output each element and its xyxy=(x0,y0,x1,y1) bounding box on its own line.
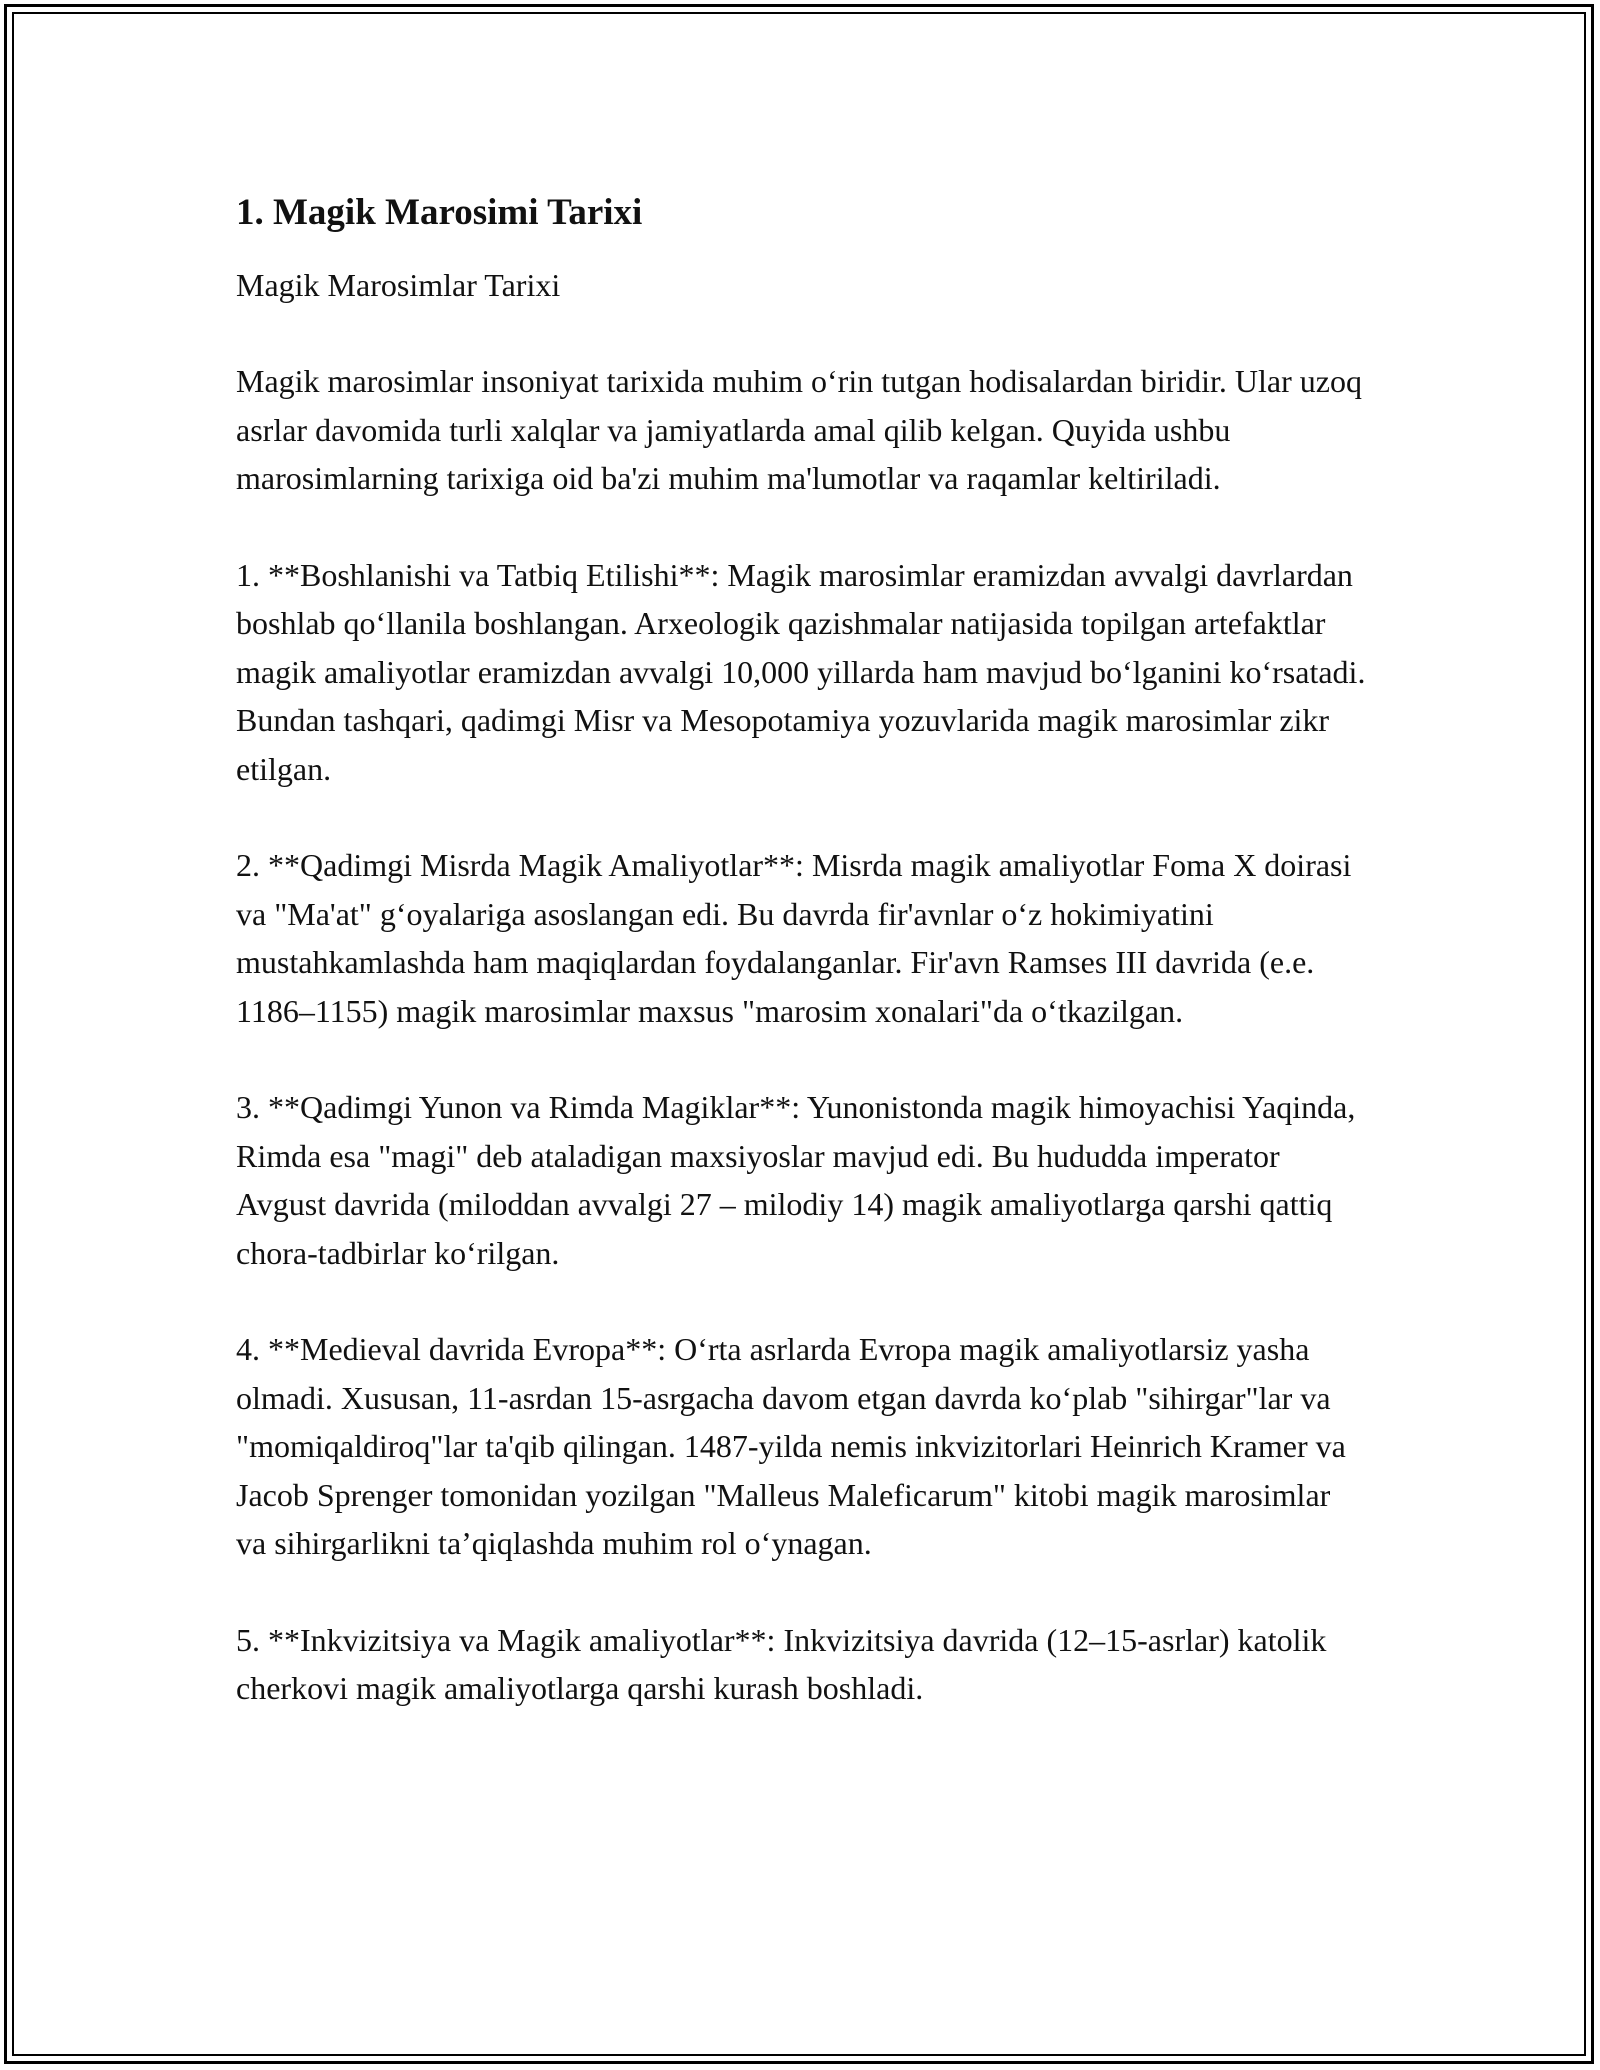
document-heading: 1. Magik Marosimi Tarixi xyxy=(236,192,643,233)
section-4-paragraph: 4. **Medieval davrida Evropa**: O‘rta asrlarda Evropa magik amaliyotlarsiz yasha olmadi. Xususan, 11-asrdan 15-asrgacha davom etgan davrda ko‘plab "sihirgar"lar va "momiqaldiroq"lar ta'qib qilingan. 1487-yilda nemis inkvizitorlari Heinrich Kramer va Jacob Sprenger tomonidan yozilgan "Malleus Maleficarum" kitobi magik marosimlar va sihirgarlikni ta’qiqlashda muhim rol o‘ynagan. xyxy=(236,1331,1346,1561)
document-subtitle: Magik Marosimlar Tarixi xyxy=(236,267,561,303)
section-5-paragraph: 5. **Inkvizitsiya va Magik amaliyotlar**: Inkvizitsiya davrida (12–15-asrlar) katolik cherkovi magik amaliyotlarga qarshi kurash boshladi. xyxy=(236,1621,1327,1706)
intro-paragraph: Magik marosimlar insoniyat tarixida muhim o‘rin tutgan hodisalardan biridir. Ular uzoq asrlar davomida turli xalqlar va jamiyatlarda amal qilib kelgan. Quyida ushbu marosimlarning tarixiga oid ba'zi muhim ma'lumotlar va raqamlar keltiriladi. xyxy=(236,363,1362,496)
document-body xyxy=(236,185,1366,1761)
section-3-paragraph: 3. **Qadimgi Yunon va Rimda Magiklar**: Yunonistonda magik himoyachisi Yaqinda, Rimda esa "magi" deb ataladigan maxsiyoslar mavjud edi. Bu hududda imperator Avgust davrida (miloddan avvalgi 27 – milodiy 14) magik amaliyotlarga qarshi qattiq chora-tadbirlar ko‘rilgan. xyxy=(236,1089,1356,1271)
section-2-paragraph: 2. **Qadimgi Misrda Magik Amaliyotlar**: Misrda magik amaliyotlar Foma X doirasi va "Ma'at" g‘oyalariga asoslangan edi. Bu davrda fir'avnlar o‘z hokimiyatini mustahkamlashda ham maqiqlardan foydalanganlar. Fir'avn Ramses III davrida (e.e. 1186–1155) magik marosimlar maxsus "marosim xonalari"da o‘tkazilgan. xyxy=(236,847,1352,1029)
section-1-paragraph: 1. **Boshlanishi va Tatbiq Etilishi**: Magik marosimlar eramizdan avvalgi davrlardan boshlab qo‘llanila boshlangan. Arxeologik qazishmalar natijasida topilgan artefaktlar magik amaliyotlar eramizdan avvalgi 10,000 yillarda ham mavjud bo‘lganini ko‘rsatadi. Bundan tashqari, qadimgi Misr va Mesopotamiya yozuvlarida magik marosimlar zikr etilgan. xyxy=(236,556,1366,787)
